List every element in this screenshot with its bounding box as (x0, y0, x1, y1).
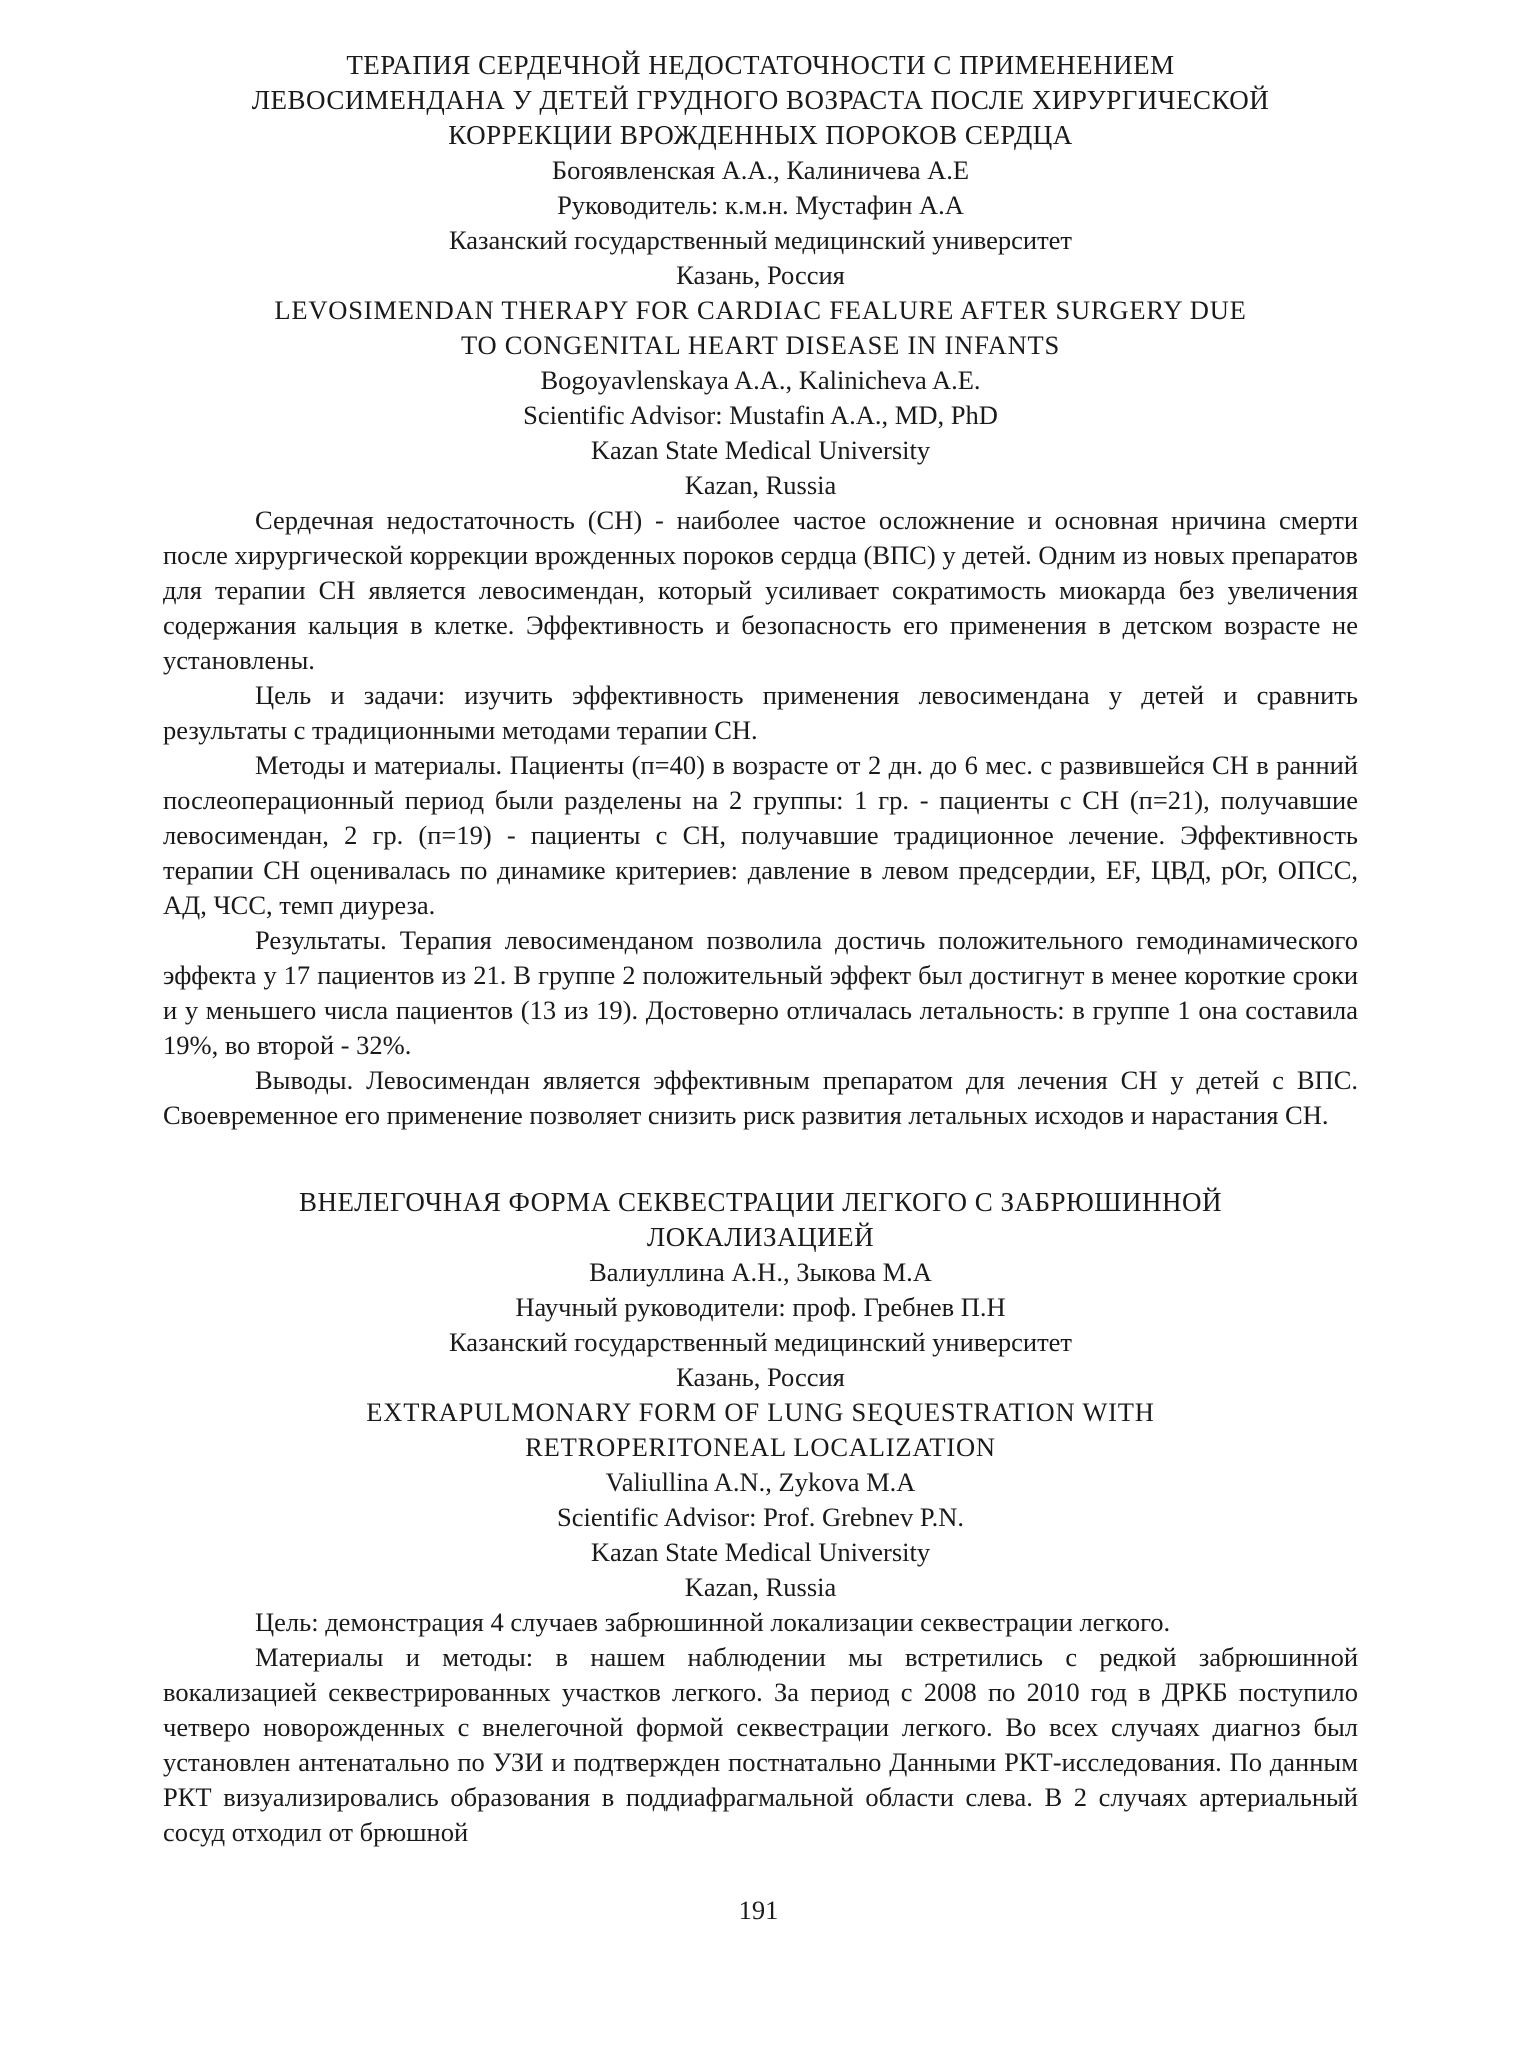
article-2-university-ru: Казанский государственный медицинский университет (448, 1327, 1073, 1357)
article-1-university-en: Kazan State Medical University (590, 435, 931, 465)
article-2-authors-ru: Валиуллина А.Н., Зыкова М.А (589, 1257, 932, 1287)
section-spacer (163, 1133, 1358, 1185)
article-2-city-ru: Казань, Россия (676, 1362, 845, 1392)
article-1-title-ru-line-1: ТЕРАПИЯ СЕРДЕЧНОЙ НЕДОСТАТОЧНОСТИ С ПРИМЕНЕНИЕМ (346, 50, 1175, 80)
article-2-authors-en: Valiullina A.N., Zykova M.A (605, 1467, 916, 1497)
article-1-title-en-line-2: TO CONGENITAL HEART DISEASE IN INFANTS (460, 330, 1061, 360)
article-1-advisor-ru: Руководитель: к.м.н. Мустафин А.А (557, 190, 964, 220)
article-1-city-ru: Казань, Россия (676, 260, 845, 290)
article-2-title-en-line-2: RETROPERITONEAL LOCALIZATION (525, 1432, 996, 1462)
article-1-title-ru-line-2: ЛЕВОСИМЕНДАНА У ДЕТЕЙ ГРУДНОГО ВОЗРАСТА ПОСЛЕ ХИРУРГИЧЕСКОЙ (251, 85, 1270, 115)
article-2-city-en: Kazan, Russia (684, 1572, 837, 1602)
article-1-paragraph-conclusions: Выводы. Левосимендан является эффективным препаратом для лечения СН у детей с ВПС. Своевременное его применение позволяет снизить риск развития летальных исходов и нарастания СН. (163, 1065, 1358, 1130)
article-1-paragraph-intro: Сердечная недостаточность (СН) - наиболее частое осложнение и основная нричина смерти после хирургической коррекции врожденных пороков сердца (ВПС) у детей. Одним из новых препаратов для терапии СН является левосимендан, который усиливает сократимость миокарда без увеличения содержания кальция в клетке. Эффективность и безопасность его применения в детском возрасте не установлены. (163, 505, 1358, 675)
article-1-authors-ru: Богоявленская А.А., Калиничева А.Е (551, 155, 970, 185)
article-2-paragraph-aim: Цель: демонстрация 4 случаев забрюшинной локализации секвестрации легкого. (255, 1607, 1171, 1637)
article-1 (163, 48, 1358, 1133)
article-1-paragraph-aims: Цель и задачи: изучить эффективность применения левосимендана у детей и сравнить результаты с традиционными методами терапии СН. (163, 680, 1358, 745)
article-2-paragraph-methods: Материалы и методы: в нашем наблюдении мы встретились с редкой забрюшинной вокализацией секвестрированных участков легкого. За период с 2008 по 2010 год в ДРКБ поступило четверо новорожденных с внелегочной формой секвестрации легкого. Во всех случаях диагноз был установлен антенатально по УЗИ и подтвержден постнатально Данными РКТ-исследования. По данным РКТ визуализировались образования в поддиафрагмальной области слева. В 2 случаях артериальный сосуд отходил от брюшной (163, 1642, 1358, 1847)
article-2-university-en: Kazan State Medical University (590, 1537, 931, 1567)
article-1-university-ru: Казанский государственный медицинский университет (448, 225, 1073, 255)
article-1-paragraph-methods: Методы и материалы. Пациенты (п=40) в возрасте от 2 дн. до 6 мес. с развившейся СН в ранний послеоперационный период были разделены на 2 группы: 1 гр. - пациенты с СН (п=21), получавшие левосимендан, 2 гр. (п=19) - пациенты с СН, получавшие традиционное лечение. Эффективность терапии СН оценивалась по динамике критериев: давление в левом предсердии, EF, ЦВД, рОг, ОПСС, АД, ЧСС, темп диуреза. (163, 750, 1358, 920)
article-2 (163, 1185, 1358, 1850)
article-1-title-ru-line-3: КОРРЕКЦИИ ВРОЖДЕННЫХ ПОРОКОВ СЕРДЦА (448, 120, 1073, 150)
article-1-title-en-line-1: LEVOSIMENDAN THERAPY FOR CARDIAC FEALURE AFTER SURGERY DUE (274, 295, 1247, 325)
article-1-advisor-en: Scientific Advisor: Mustafin A.A., MD, PhD (523, 400, 998, 430)
article-2-title-ru-line-2: ЛОКАЛИЗАЦИЕЙ (646, 1222, 875, 1252)
article-2-title-ru-line-1: ВНЕЛЕГОЧНАЯ ФОРМА СЕКВЕСТРАЦИИ ЛЕГКОГО С ЗАБРЮШИННОЙ (299, 1187, 1222, 1217)
article-2-advisor-ru: Научный руководители: проф. Гребнев П.Н (515, 1292, 1006, 1322)
article-1-paragraph-results: Результаты. Терапия левосименданом позволила достичь положительного гемодинамического эффекта у 17 пациентов из 21. В группе 2 положительный эффект был достигнут в менее короткие сроки и у меньшего числа пациентов (13 из 19). Достоверно отличалась летальность: в группе 1 она составила 19%, во второй - 32%. (163, 925, 1358, 1060)
article-1-authors-en: Bogoyavlenskaya A.A., Kalinicheva A.E. (540, 365, 981, 395)
article-1-city-en: Kazan, Russia (684, 470, 837, 500)
page-number: 191 (738, 1895, 779, 1925)
article-2-title-en-line-1: EXTRAPULMONARY FORM OF LUNG SEQUESTRATION WITH (366, 1397, 1155, 1427)
article-2-advisor-en: Scientific Advisor: Prof. Grebnev P.N. (556, 1502, 965, 1532)
document-page (163, 48, 1358, 1850)
